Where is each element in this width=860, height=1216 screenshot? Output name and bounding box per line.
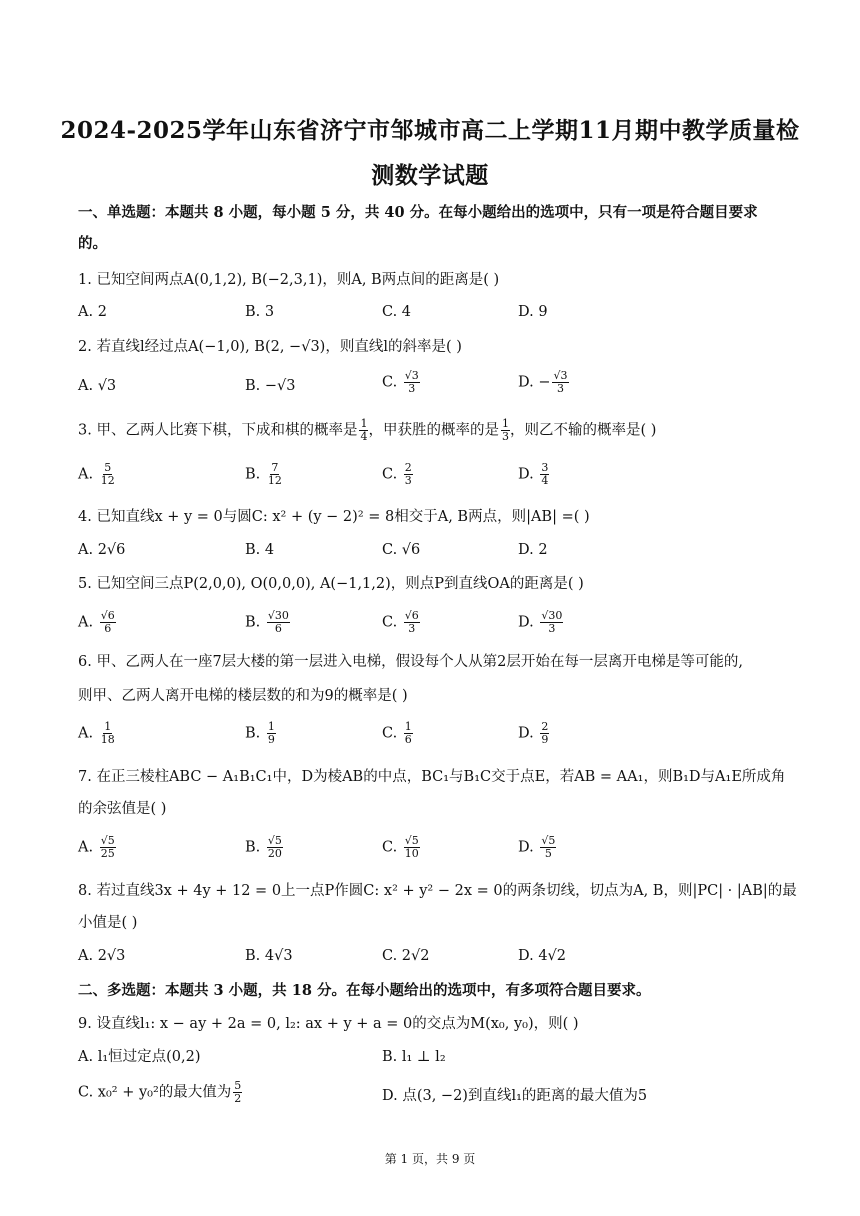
- page-footer: 第 1 页，共 9 页: [384, 1152, 476, 1166]
- question-4-stem: 4. 已知直线x + y = 0与圆C: x² + (y − 2)² = 8相交于A, B两点，则|AB| =( ): [78, 509, 590, 525]
- question-3-stem: 3. 甲、乙两人比赛下棋，下成和棋的概率是 $\frac{1}{4}$ ，甲获胜的概率的是 $\frac{1}{3}$ ，则乙不输的概率是( ): [78, 417, 657, 443]
- q4-option-b: B. 4: [245, 542, 275, 558]
- q1-option-c: C. 4: [382, 304, 412, 320]
- question-1-stem: 1. 已知空间两点A(0,1,2), B(−2,3,1)，则A, B两点间的距离是( ): [78, 272, 500, 288]
- q2-option-c: [382, 370, 420, 395]
- q2-option-d-fraction: $\frac{√3}{3}$: [553, 369, 568, 395]
- q7-option-a: A. $\frac{√5}{25}$: [78, 834, 115, 860]
- q8-option-d: D. 4√2: [518, 948, 567, 964]
- section1-heading-cont: 的。: [78, 235, 107, 252]
- question-7-stem-cont: 的余弦值是( ): [78, 801, 167, 817]
- q8-option-c: C. 2√2: [382, 948, 430, 964]
- q9-option-b: B. l₁ ⊥ l₂: [382, 1049, 446, 1065]
- question-8-stem-cont: 小值是( ): [78, 915, 138, 931]
- q1-option-a: A. 2: [78, 304, 107, 320]
- q5-option-d: D. $\frac{√30}{3}$: [518, 609, 563, 635]
- q6-option-c: C. $\frac{1}{6}$: [382, 720, 412, 746]
- q7-option-d: D. $\frac{√5}{5}$: [518, 834, 556, 860]
- q1-option-d: D. 9: [518, 304, 548, 320]
- q2-option-c-fraction: $\frac{√3}{3}$: [404, 369, 419, 395]
- q6-option-a: A. $\frac{1}{18}$: [78, 720, 115, 746]
- q7-option-b: B. $\frac{√5}{20}$: [245, 834, 282, 860]
- q5-option-c: C. $\frac{√6}{3}$: [382, 609, 419, 635]
- question-5-stem: 5. 已知空间三点P(2,0,0), O(0,0,0), A(−1,1,2)，则点P到直线OA的距离是( ): [78, 576, 584, 592]
- q9-option-d: D. 点(3, −2)到直线l₁的距离的最大值为5: [382, 1088, 648, 1104]
- q9-option-c-label: C. x₀² + y₀²的最大值为: [78, 1084, 232, 1101]
- q2-option-d: [518, 370, 569, 395]
- q9-option-a: A. l₁恒过定点(0,2): [78, 1049, 201, 1065]
- q6-option-b: B. $\frac{1}{9}$: [245, 720, 275, 746]
- question-7-stem: 7. 在正三棱柱ABC − A₁B₁C₁中，D为棱AB的中点，BC₁与B₁C交于点E，若AB = AA₁，则B₁D与A₁E所成角: [78, 769, 786, 785]
- q9-option-c-fraction: $\frac{5}{2}$: [234, 1079, 242, 1105]
- question-2-stem: 2. 若直线l经过点A(−1,0), B(2, −√3)，则直线l的斜率是( ): [78, 339, 462, 355]
- question-6-stem: 6. 甲、乙两人在一座7层大楼的第一层进入电梯，假设每个人从第2层开始在每一层离开电梯是等可能的,: [78, 654, 743, 670]
- page-title-line2: 测数学试题: [371, 162, 489, 189]
- question-8-stem: 8. 若过直线3x + 4y + 12 = 0上一点P作圆C: x² + y² − 2x = 0的两条切线，切点为A, B，则|PC| · |AB|的最: [78, 883, 797, 899]
- q6-option-d: D. $\frac{2}{9}$: [518, 720, 549, 746]
- q3-option-d: D. $\frac{3}{4}$: [518, 461, 549, 487]
- q2-option-b: B. −√3: [245, 378, 296, 394]
- q5-option-a: A. $\frac{√6}{6}$: [78, 609, 115, 635]
- q4-option-c: C. √6: [382, 542, 421, 558]
- q2-option-c-label: C.: [382, 374, 402, 391]
- q3-option-a: A. $\frac{5}{12}$: [78, 461, 115, 487]
- q4-option-a: A. 2√6: [78, 542, 126, 558]
- q4-option-d: D. 2: [518, 542, 548, 558]
- q8-option-b: B. 4√3: [245, 948, 293, 964]
- question-6-stem-cont: 则甲、乙两人离开电梯的楼层数的和为9的概率是( ): [78, 688, 408, 704]
- section1-heading: 一、单选题：本题共 8 小题，每小题 5 分，共 40 分。在每小题给出的选项中，只有一项是符合题目要求: [78, 204, 758, 221]
- q3-option-b: B. $\frac{7}{12}$: [245, 461, 282, 487]
- page-title-line1: 2024-2025学年山东省济宁市邹城市高二上学期11月期中教学质量检: [60, 117, 800, 144]
- q9-option-c: [78, 1080, 242, 1105]
- q8-option-a: A. 2√3: [78, 948, 126, 964]
- q7-option-c: C. $\frac{√5}{10}$: [382, 834, 419, 860]
- q2-option-d-label: D. −: [518, 374, 551, 391]
- question-9-stem: 9. 设直线l₁: x − ay + 2a = 0, l₂: ax + y + a = 0的交点为M(x₀, y₀)，则( ): [78, 1016, 579, 1032]
- q3-option-c: C. $\frac{2}{3}$: [382, 461, 412, 487]
- q2-option-a: A. √3: [78, 378, 117, 394]
- q5-option-b: B. $\frac{√30}{6}$: [245, 609, 289, 635]
- q1-option-b: B. 3: [245, 304, 275, 320]
- section2-heading: 二、多选题：本题共 3 小题，共 18 分。在每小题给出的选项中，有多项符合题目要求。: [78, 982, 651, 999]
